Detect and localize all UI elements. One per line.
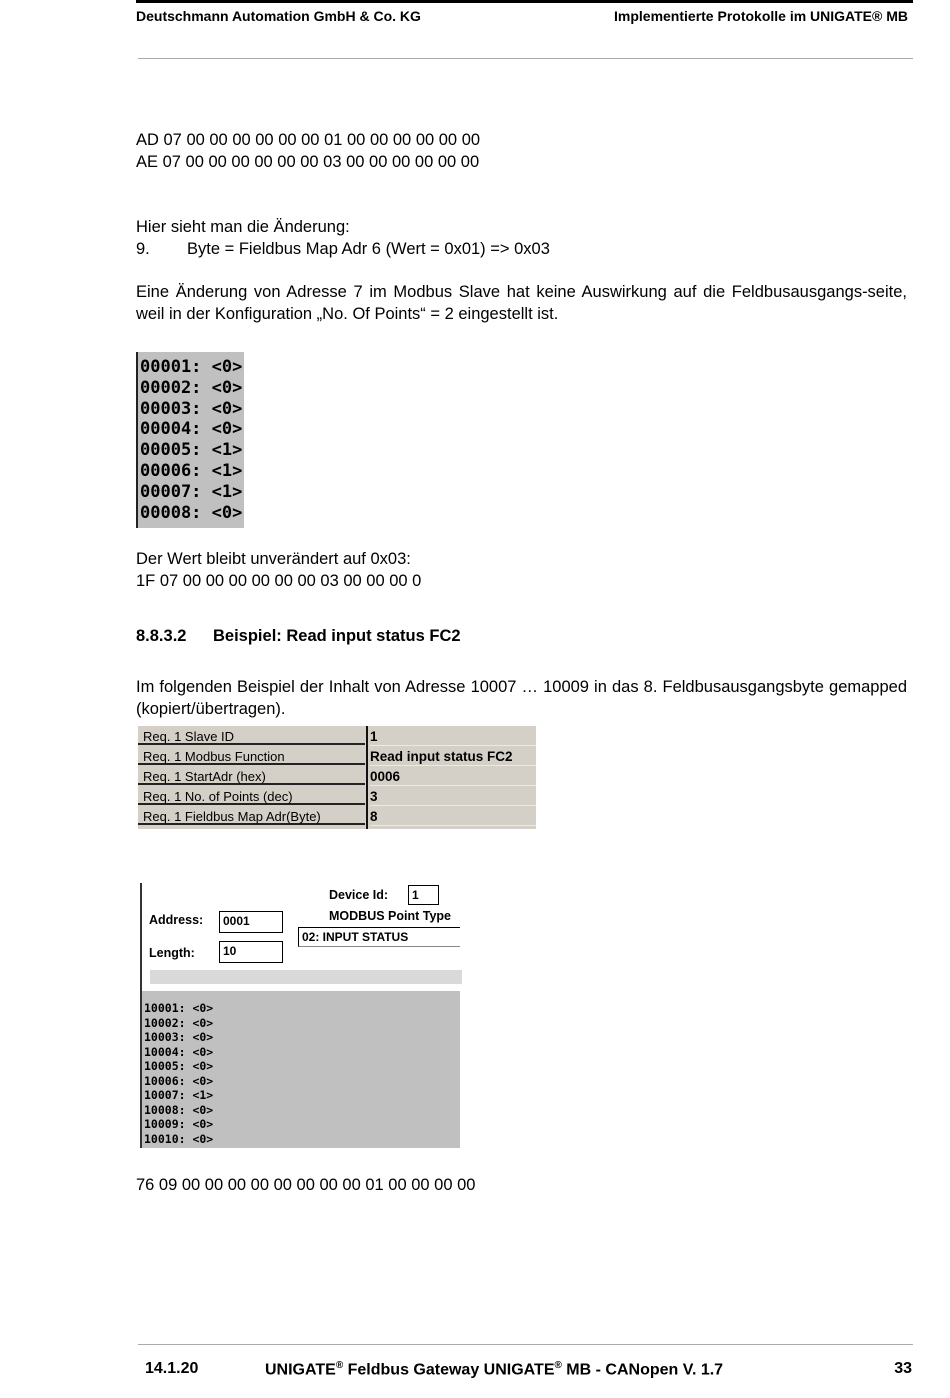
grid-row-value[interactable]: 1 [370, 727, 536, 746]
grid-row-label: Req. 1 StartAdr (hex) [138, 767, 365, 785]
footer-title [265, 1360, 723, 1379]
grid-row[interactable] [138, 767, 536, 787]
input-status-entry: 10010: <0> [144, 1131, 214, 1146]
input-status-list [142, 991, 460, 1148]
paragraph-1: Eine Änderung von Adresse 7 im Modbus Slave hat keine Auswirkung auf die Feldbusausgangs-seite, weil in der Konfiguration „No. Of Points“ = 2 eingestellt ist. [136, 283, 907, 323]
grid-row[interactable] [138, 787, 536, 807]
coil-entry: 00007: <1> [140, 481, 243, 502]
input-status-entry: 10004: <0> [144, 1044, 214, 1059]
grid-row-value[interactable]: 8 [370, 807, 536, 826]
grid-row[interactable] [138, 727, 536, 747]
header-top-rule [136, 0, 913, 3]
length-field[interactable]: 10 [219, 941, 283, 963]
point-type-select[interactable]: 02: INPUT STATUS [298, 927, 460, 947]
change-item [136, 239, 550, 259]
grid-row[interactable] [138, 807, 536, 827]
input-status-entry: 10006: <0> [144, 1073, 214, 1088]
footer-title-c: MB - CANopen V. 1.7 [561, 1361, 724, 1379]
grid-row-value[interactable]: 3 [370, 787, 536, 806]
grid-row-label: Req. 1 Modbus Function [138, 747, 365, 765]
device-id-label: Device Id: [329, 888, 389, 902]
section-number: 8.8.3.2 [136, 627, 187, 645]
section-title: Beispiel: Read input status FC2 [213, 627, 461, 645]
grid-row-value[interactable]: 0006 [370, 767, 536, 786]
address-field[interactable]: 0001 [219, 911, 283, 933]
input-status-entry: 10003: <0> [144, 1030, 214, 1044]
input-status-entry: 10009: <0> [144, 1117, 214, 1131]
hex-line-4: 76 09 00 00 00 00 00 00 00 00 01 00 00 00 00 [136, 1176, 476, 1194]
input-status-entry: 10002: <0> [144, 1015, 214, 1030]
registered-mark-2: ® [554, 1360, 562, 1371]
footer-title-b: Feldbus Gateway UNIGATE [343, 1361, 555, 1379]
address-label: Address: [149, 913, 204, 927]
coil-entry: 00002: <0> [140, 377, 243, 398]
header-company: Deutschmann Automation GmbH & Co. KG [136, 8, 421, 24]
section-heading [136, 627, 461, 646]
input-status-entry: 10005: <0> [144, 1059, 214, 1073]
coil-entry: 00008: <0> [140, 502, 243, 523]
length-label: Length: [149, 946, 195, 960]
coil-entry: 00001: <0> [140, 357, 243, 377]
header-section: Implementierte Protokolle im UNIGATE® MB [614, 8, 908, 24]
coil-entry: 00006: <1> [140, 460, 243, 481]
grid-row-label: Req. 1 Fieldbus Map Adr(Byte) [138, 807, 365, 825]
window-separator [150, 970, 462, 984]
grid-row-label: Req. 1 Slave ID [138, 727, 365, 745]
change-intro: Hier sieht man die Änderung: [136, 218, 350, 236]
page-number: 33 [894, 1360, 912, 1377]
grid-row-value[interactable]: Read input status FC2 [370, 747, 536, 766]
input-status-entry: 10001: <0> [144, 1001, 214, 1015]
header-rule [138, 58, 913, 59]
hex-line-1: AD 07 00 00 00 00 00 00 01 00 00 00 00 00 00 [136, 131, 481, 149]
value-unchanged-text: Der Wert bleibt unverändert auf 0x03: [136, 550, 411, 568]
coil-entry: 00004: <0> [140, 419, 243, 440]
grid-row-label: Req. 1 No. of Points (dec) [138, 787, 365, 805]
coil-entry: 00003: <0> [140, 398, 243, 419]
modbus-poll-window [140, 883, 460, 1148]
change-item-number: 9. [136, 240, 150, 258]
input-status-entry: 10008: <0> [144, 1102, 214, 1117]
device-id-field[interactable]: 1 [408, 885, 439, 905]
grid-row[interactable] [138, 747, 536, 767]
input-status-entry: 10007: <1> [144, 1088, 214, 1102]
coil-entry: 00005: <1> [140, 440, 243, 461]
footer-title-a: UNIGATE [265, 1361, 336, 1379]
footer-rule [138, 1344, 913, 1345]
point-type-label: MODBUS Point Type [329, 909, 451, 923]
footer-date: 14.1.20 [145, 1360, 199, 1377]
hex-line-3: 1F 07 00 00 00 00 00 00 03 00 00 00 0 [136, 572, 422, 590]
parameter-grid [138, 726, 536, 829]
coil-status-list [136, 352, 244, 528]
hex-line-2: AE 07 00 00 00 00 00 00 03 00 00 00 00 00 00 [136, 153, 480, 171]
paragraph-2: Im folgenden Beispiel der Inhalt von Adresse 10007 … 10009 in das 8. Feldbusausgangsbyte gemapped (kopiert/übertragen). [136, 678, 907, 718]
registered-mark-1: ® [335, 1360, 344, 1371]
change-item-text: Byte = Fieldbus Map Adr 6 (Wert = 0x01) => 0x03 [187, 240, 550, 258]
